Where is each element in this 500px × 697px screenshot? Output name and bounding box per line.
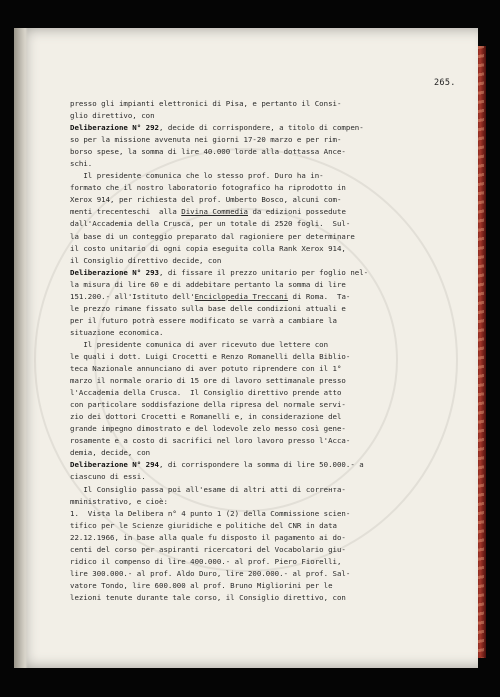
line-text: lire 300.000.- al prof. Aldo Duro, lire 200.000.- al prof. Sal- bbox=[70, 568, 351, 578]
text-line bbox=[70, 303, 470, 315]
text-line bbox=[70, 423, 470, 435]
line-text: vatore Tondo, lire 600.000 al prof. Bruno Migliorini per le bbox=[70, 580, 333, 590]
text-line bbox=[70, 399, 470, 411]
line-text: la misura di lire 60 e di addebitare pertanto la somma di lire bbox=[70, 279, 346, 289]
text-line bbox=[70, 508, 470, 520]
text-line bbox=[70, 279, 470, 291]
text-line bbox=[70, 194, 470, 206]
line-text-after: da edizioni possedute bbox=[248, 207, 346, 217]
underlined-title: Divina Commedia bbox=[181, 207, 248, 217]
line-text: grande impegno dimostrato e del lodevole zelo messo così gene- bbox=[70, 424, 346, 434]
line-text: Il presidente comunica di aver ricevuto due lettere con bbox=[70, 339, 329, 349]
line-text: con particolare soddisfazione della ripresa del normale servi- bbox=[70, 400, 346, 410]
text-line bbox=[70, 532, 470, 544]
text-line bbox=[70, 592, 470, 604]
line-text: glio direttivo, con bbox=[70, 111, 155, 121]
text-line bbox=[70, 134, 470, 146]
text-line bbox=[70, 411, 470, 423]
text-line bbox=[70, 496, 470, 508]
line-text: situazione economica. bbox=[70, 327, 164, 337]
line-text: ridico il compenso di lire 400.000.- al prof. Piero Fiorelli, bbox=[70, 556, 342, 566]
line-text: 22.12.1966, in base alla quale fu disposto il pagamento ai do- bbox=[70, 532, 346, 542]
line-text: mministrativo, e cioè: bbox=[70, 496, 168, 506]
page-number: 265. bbox=[434, 78, 456, 88]
deliberation-label: Deliberazione N° 292 bbox=[70, 123, 159, 133]
line-text: borso spese, la somma di lire 40.000 lorde alla dottassa Ance- bbox=[70, 147, 346, 157]
text-line bbox=[70, 568, 470, 580]
line-text: per il futuro potrà essere modificato se varrà a cambiare la bbox=[70, 315, 337, 325]
line-text: schi. bbox=[70, 159, 93, 169]
line-text: formato che il nostro laboratorio fotografico ha riprodotto in bbox=[70, 183, 346, 193]
line-text: ciascuno di essi. bbox=[70, 472, 146, 482]
text-line bbox=[70, 327, 470, 339]
text-line bbox=[70, 471, 470, 483]
text-line bbox=[70, 291, 470, 303]
document-body bbox=[70, 98, 470, 604]
line-text: lezioni tenute durante tale corso, il Consiglio direttivo, con bbox=[70, 592, 346, 602]
line-text: zio dei dottori Crocetti e Romanelli e, in considerazione del bbox=[70, 412, 342, 422]
binding-fold bbox=[14, 28, 28, 668]
underlined-title: Enciclopedia Treccani bbox=[194, 291, 289, 301]
text-line bbox=[70, 98, 470, 110]
deliberation-label: Deliberazione N° 293 bbox=[70, 267, 159, 277]
line-text: rosamente e a costo di sacrifici nel loro lavoro presso l'Acca- bbox=[70, 436, 351, 446]
text-line bbox=[70, 375, 470, 387]
text-line bbox=[70, 447, 470, 459]
line-text: so per la missione avvenuta nei giorni 17-20 marzo e per rim- bbox=[70, 135, 342, 145]
line-text: Xerox 914, per richiesta del prof. Umberto Bosco, alcuni com- bbox=[70, 195, 342, 205]
text-line bbox=[70, 122, 470, 134]
page-edge-marbled bbox=[478, 46, 484, 658]
line-text: presso gli impianti elettronici di Pisa, e pertanto il Consi- bbox=[70, 99, 342, 108]
text-line bbox=[70, 158, 470, 170]
line-text: le prezzo rimane fissato sulla base delle condizioni attuali e bbox=[70, 303, 346, 313]
text-line bbox=[70, 218, 470, 230]
text-line bbox=[70, 267, 470, 279]
line-text: , di corrispondere la somma di lire 50.000.- a bbox=[159, 460, 364, 470]
line-text: la base di un conteggio preparato dal ragioniere per determinare bbox=[70, 231, 355, 241]
text-line bbox=[70, 146, 470, 158]
line-text: teca Nazionale annunciano di aver potuto riprendere con il 1° bbox=[70, 364, 342, 374]
text-line bbox=[70, 363, 470, 375]
line-text: menti trecenteschi alla bbox=[70, 207, 182, 217]
line-text: il Consiglio direttivo decide, con bbox=[70, 255, 222, 265]
text-line bbox=[70, 243, 470, 255]
text-line bbox=[70, 339, 470, 351]
text-line bbox=[70, 170, 470, 182]
text-line bbox=[70, 315, 470, 327]
text-line bbox=[70, 182, 470, 194]
line-text: l'Accademia della Crusca. Il Consiglio direttivo prende atto bbox=[70, 388, 342, 398]
text-line bbox=[70, 544, 470, 556]
text-line bbox=[70, 387, 470, 399]
line-text: , decide di corrispondere, a titolo di compen- bbox=[159, 123, 364, 133]
line-text-after: di Roma. Ta- bbox=[288, 291, 351, 301]
line-text: , di fissare il prezzo unitario per foglio nel- bbox=[159, 267, 369, 277]
deliberation-label: Deliberazione N° 294 bbox=[70, 460, 159, 470]
text-line bbox=[70, 520, 470, 532]
line-text: 151.200.- all'Istituto dell' bbox=[70, 291, 195, 301]
text-line bbox=[70, 231, 470, 243]
text-line bbox=[70, 351, 470, 363]
line-text: centi del corso per aspiranti ricercatori del Vocabolario giu- bbox=[70, 544, 346, 554]
line-text: 1. Vista la Delibera n° 4 punto 1 (2) della Commissione scien- bbox=[70, 508, 351, 518]
line-text: dall'Accademia della Crusca, per un totale di 2520 fogli. Sul- bbox=[70, 219, 351, 229]
line-text: demia, decide, con bbox=[70, 448, 151, 458]
text-line bbox=[70, 556, 470, 568]
text-line bbox=[70, 435, 470, 447]
line-text: tifico per le Scienze giuridiche e politiche del CNR in data bbox=[70, 520, 337, 530]
text-line bbox=[70, 110, 470, 122]
text-line bbox=[70, 255, 470, 267]
line-text: marzo il normale orario di 15 ore di lavoro settimanale presso bbox=[70, 376, 346, 386]
line-text: le quali i dott. Luigi Crocetti e Renzo Romanelli della Biblio- bbox=[70, 351, 351, 361]
text-line bbox=[70, 484, 470, 496]
text-line bbox=[70, 580, 470, 592]
line-text: il costo unitario di ogni copia eseguita colla Rank Xerox 914, bbox=[70, 243, 346, 253]
text-line bbox=[70, 459, 470, 471]
line-text: Il Consiglio passa poi all'esame di altri atti di corrента- bbox=[70, 484, 346, 494]
line-text: Il presidente comunica che lo stesso prof. Duro ha in- bbox=[70, 171, 324, 181]
text-line bbox=[70, 206, 470, 218]
